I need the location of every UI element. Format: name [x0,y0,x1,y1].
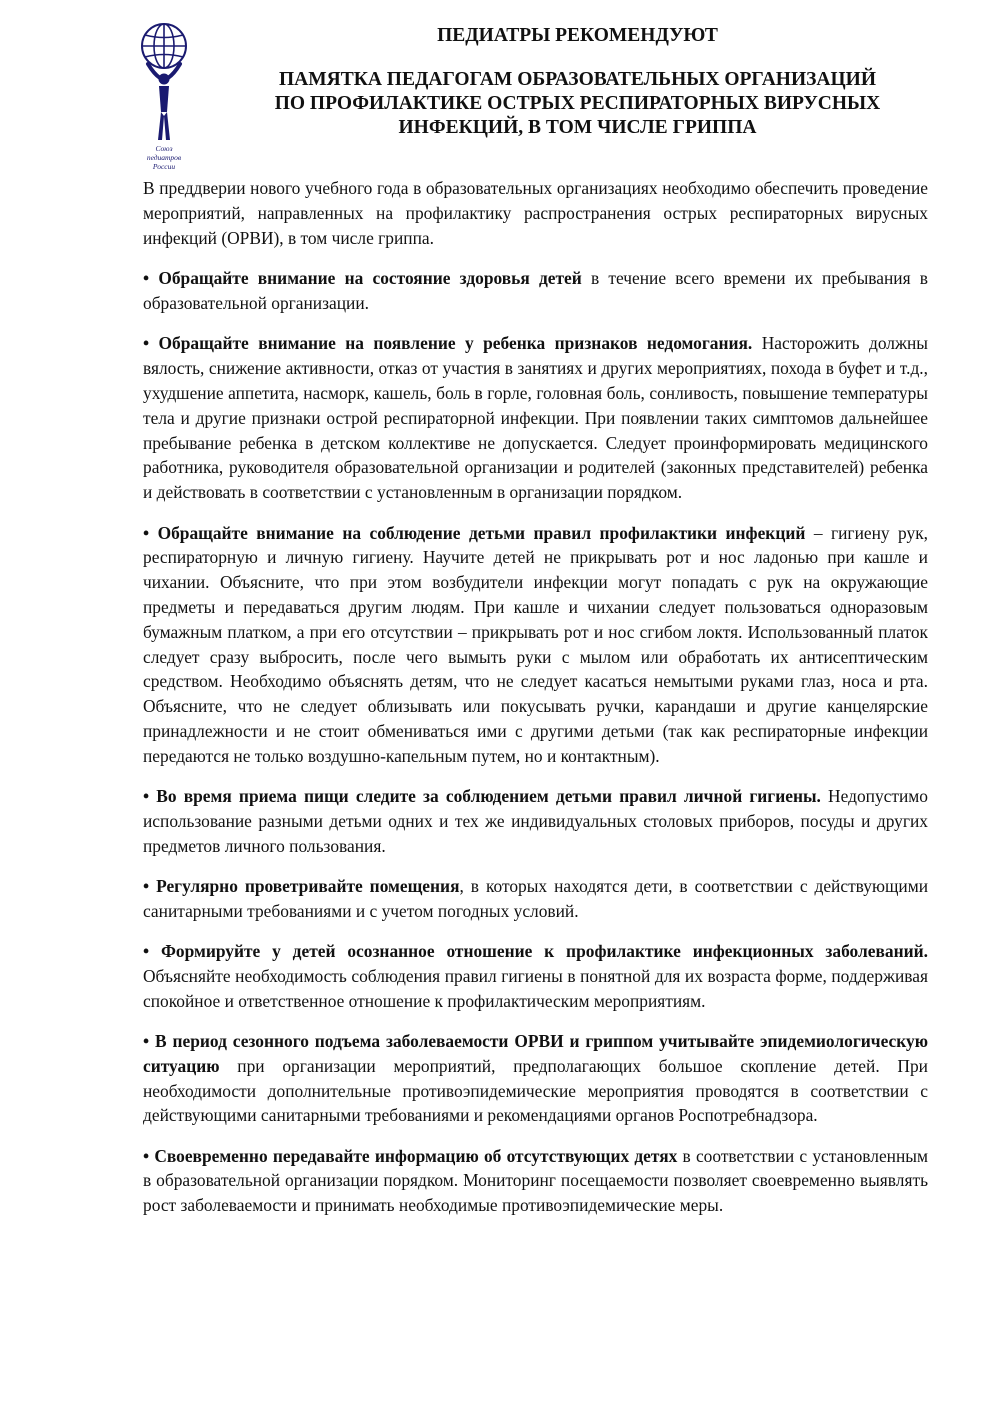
recommendation-item [143,521,928,769]
item-heading: Обращайте внимание на состояние здоровья детей [158,268,582,289]
item-bullet: • [143,875,150,896]
item-text: в соответствии с установленным в образовательной организации порядком. Мониторинг посещаемости позволяет своевременно выявлять рост заболеваемости и принимать необходимые противоэпидемические меры. [143,1145,928,1216]
item-bullet: • [143,333,150,354]
item-bullet: • [143,268,150,289]
item-text: Насторожить должны вялость, снижение активности, отказ от участия в занятиях и других мероприятиях, похода в буфет и т.д., ухудшение аппетита, насморк, кашель, боль в горле, головная боль, сонливость, повышение температуры тела и другие признаки острой респираторной инфекции. При появлении таких симптомов дальнейшее пребывание ребенка в детском коллективе не допускается. Следует проинформировать медицинского работника, руководителя образовательной организации и родителей (законных представителей) ребенка и действовать в соответствии с установленным в организации порядком. [143,333,928,503]
item-bullet: • [143,522,150,543]
subtitle-line-2: ПО ПРОФИЛАКТИКЕ ОСТРЫХ РЕСПИРАТОРНЫХ ВИРУСНЫХ [274,93,881,114]
item-text: Объясняйте необходимость соблюдения правил гигиены в понятной для их возраста форме, поддерживая спокойное и ответственное отношение к профилактическим мероприятиям. [143,965,928,1011]
recommendation-item [143,266,928,316]
item-text: , в которых находятся дети, в соответствии с действующими санитарными требованиями и с учетом погодных условий. [143,875,928,921]
logo-caption-line1: Союз [155,144,173,153]
item-text: Недопустимо использование разными детьми одних и тех же индивидуальных столовых приборов, посуды и других предметов личного пользования. [143,786,928,856]
recommendation-item [143,939,928,1013]
document-title: ПЕДИАТРЫ РЕКОМЕНДУЮТ [437,25,718,46]
item-heading: Обращайте внимание на соблюдение детьми правил профилактики инфекций [157,522,806,543]
item-bullet: • [143,1145,150,1166]
item-heading: Обращайте внимание на появление у ребенка признаков недомогания. [158,333,753,354]
logo-caption-line3: России [152,162,176,171]
item-bullet: • [143,786,150,807]
document-subtitle [210,68,945,140]
item-text: при организации мероприятий, предполагающих большое скопление детей. При необходимости дополнительные противоэпидемические мероприятия проводятся в соответствии с действующими санитарными требованиями и рекомендациями органов Роспотребнадзора. [143,1055,928,1126]
recommendation-item [143,784,928,858]
recommendation-item [143,1029,928,1128]
globe-figure-logo-icon [130,22,198,144]
item-heading: Формируйте у детей осознанное отношение к профилактике инфекционных заболеваний. [160,941,928,962]
subtitle-line-1: ПАМЯТКА ПЕДАГОГАМ ОБРАЗОВАТЕЛЬНЫХ ОРГАНИЗАЦИЙ [278,69,877,90]
recommendation-item [143,1144,928,1218]
item-heading: Во время приема пищи следите за соблюдением детьми правил личной гигиены. [156,786,821,807]
item-heading: Своевременно передавайте информацию об отсутствующих детях [154,1145,678,1166]
item-text: в течение всего времени их пребывания в образовательной организации. [143,268,928,314]
document-header [210,24,945,140]
union-of-pediatricians-logo [130,22,198,177]
logo-caption [130,144,198,171]
item-heading: В период сезонного подъема заболеваемости ОРВИ и гриппом учитывайте эпидемиологическую ситуацию [143,1030,928,1076]
recommendation-item [143,331,928,505]
logo-caption-line2: педиатров [146,153,182,162]
item-bullet: • [143,1030,150,1051]
intro-paragraph: В преддверии нового учебного года в образовательных организациях необходимо обеспечить проведение мероприятий, направленных на профилактику распространения острых респираторных вирусных инфекций (ОРВИ), в том числе гриппа. [143,178,928,248]
subtitle-line-3: ИНФЕКЦИЙ, В ТОМ ЧИСЛЕ ГРИППА [398,117,757,138]
item-bullet: • [143,941,150,962]
item-heading: Регулярно проветривайте помещения [156,875,460,896]
recommendation-item [143,874,928,924]
item-text: – гигиену рук, респираторную и личную гигиену. Научите детей не прикрывать рот и нос ладонью при кашле и чихании. Объясните, что при этом возбудители инфекции могут попадать с рук на окружающие предметы и передаваться другим людям. При кашле и чихании следует пользоваться одноразовым бумажным платком, а при его отсутствии – прикрывать рот и нос сгибом локтя. Использованный платок следует сразу выбросить, после чего вымыть руки с мылом или обработать их антисептическим средством. Необходимо объяснять детям, что не следует касаться немытыми руками глаз, носа и рта. Объясните, что не следует облизывать или покусывать ручки, карандаши и другие канцелярские принадлежности и не стоит обмениваться ими с другими детьми (так как респираторные инфекции передаются не только воздушно-капельным путем, но и контактным). [143,522,929,766]
document-body [143,176,928,1233]
